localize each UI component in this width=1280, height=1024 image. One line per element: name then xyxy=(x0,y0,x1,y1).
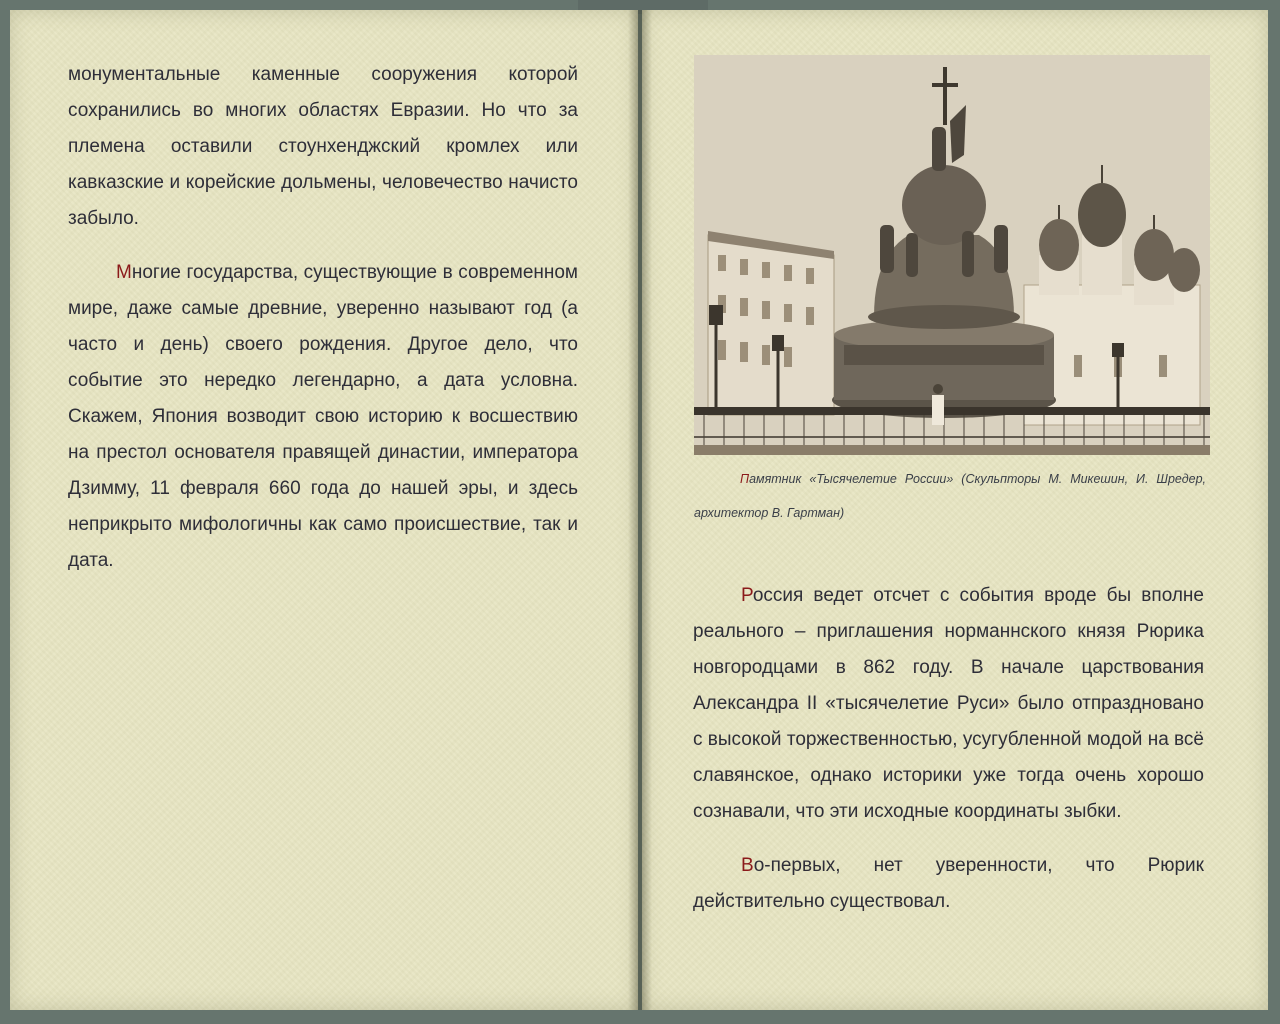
drop-cap: П xyxy=(740,472,750,486)
left-page-text xyxy=(68,57,578,597)
paragraph xyxy=(68,57,578,237)
drop-cap: В xyxy=(741,855,754,876)
paragraph xyxy=(693,848,1204,920)
book-spine xyxy=(628,10,652,1010)
drop-cap: Р xyxy=(741,585,753,606)
drop-cap: М xyxy=(116,262,132,283)
caption-credits: (Скульпторы М. Микешин, И. Шредер, архитектор В. Гартман) xyxy=(694,472,1206,520)
monument-illustration xyxy=(694,55,1210,455)
paragraph xyxy=(693,578,1204,830)
paragraph-text: ногие государства, существующие в современном мире, даже самые древние, уверенно называют год (а часто и день) своего рождения. Другое дело, что событие это нередко легендарно, а дата условна. Скажем, Япония возводит свою историю к восшествию на престол основателя правящей династии, императора Дзимму, 11 февраля 660 года до нашей эры, и здесь неприкрыто мифологичны как само происшествие, так и дата. xyxy=(68,262,578,571)
paragraph xyxy=(68,255,578,579)
monument-photo xyxy=(694,55,1210,455)
paragraph-text: монументальные каменные сооружения которой сохранились во многих областях Евразии. Но что за племена оставили стоунхенджский кромлех или кавказские и корейские дольмены, человечество начисто забыло. xyxy=(68,64,578,229)
paragraph-text: о-первых, нет уверенности, что Рюрик действительно существовал. xyxy=(693,855,1204,912)
right-page-text xyxy=(693,578,1204,938)
paragraph-text: оссия ведет отсчет с события вроде бы вполне реального – приглашения норманнского князя Рюрика новгородцами в 862 году. В начале царствования Александра II «тысячелетие Руси» было отпраздновано с высокой торжественностью, усугубленной модой на всё славянское, однако историки уже тогда очень хорошо сознавали, что эти исходные координаты зыбки. xyxy=(693,585,1204,822)
caption-title: амятник «Тысячелетие России» xyxy=(749,472,954,486)
photo-caption xyxy=(694,462,1206,530)
